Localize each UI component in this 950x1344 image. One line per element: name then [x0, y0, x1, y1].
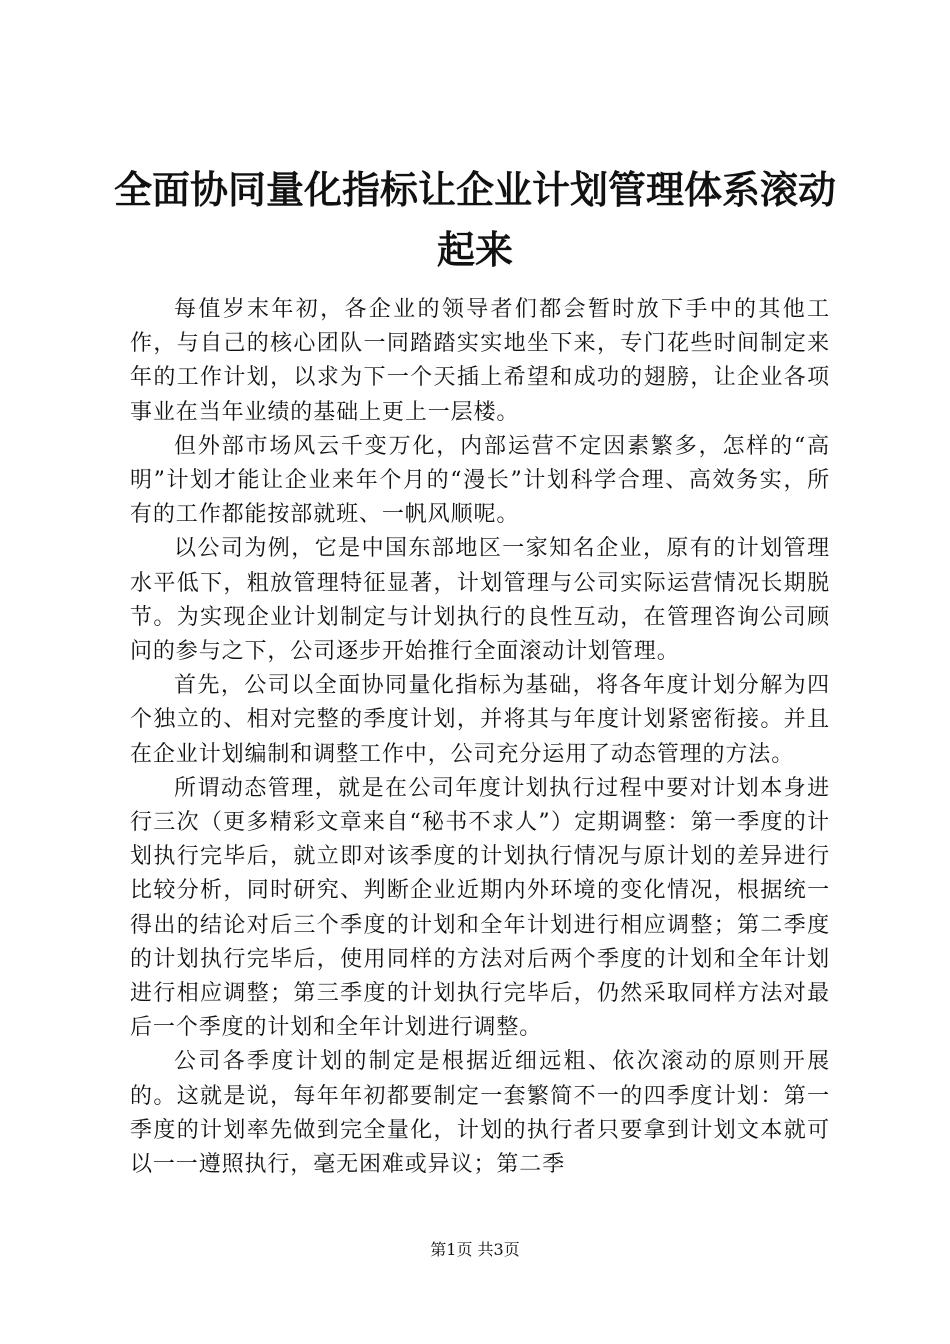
document-body	[130, 293, 830, 1182]
paragraph-3: 以公司为例，它是中国东部地区一家知名企业，原有的计划管理水平低下，粗放管理特征显著，计划管理与公司实际运营情况长期脱节。为实现企业计划制定与计划执行的良性互动，在管理咨询公司顾问的参与之下，公司逐步开始推行全面滚动计划管理。	[130, 536, 830, 665]
paragraph-1: 每值岁末年初，各企业的领导者们都会暂时放下手中的其他工作，与自己的核心团队一同踏踏实实地坐下来，专门花些时间制定来年的工作计划，以求为下一个天插上希望和成功的翅膀，让企业各项事业在当年业绩的基础上更上一层楼。	[130, 297, 830, 425]
paragraph-2: 但外部市场风云千变万化，内部运营不定因素繁多，怎样的“高明”计划才能让企业来年个月的“漫长”计划科学合理、高效务实，所有的工作都能按部就班、一帆风顺呢。	[130, 433, 830, 528]
page-number-label: 第1页 共3页	[430, 1240, 520, 1259]
paragraph-6: 公司各季度计划的制定是根据近细远粗、依次滚动的原则开展的。这就是说，每年年初都要制定一套繁简不一的四季度计划：第一季度的计划率先做到完全量化，计划的执行者只要拿到计划文本就可以一一遵照执行，毫无困难或异议；第二季	[130, 1049, 830, 1178]
paragraph-5: 所谓动态管理，就是在公司年度计划执行过程中要对计划本身进行三次（更多精彩文章来自“秘书不求人”）定期调整：第一季度的计划执行完毕后，就立即对该季度的计划执行情况与原计划的差异进行比较分析，同时研究、判断企业近期内外环境的变化情况，根据统一得出的结论对后三个季度的计划和全年计划进行相应调整；第二季度的计划执行完毕后，使用同样的方法对后两个季度的计划和全年计划进行相应调整；第三季度的计划执行完毕后，仍然采取同样方法对最后一个季度的计划和全年计划进行调整。	[130, 775, 830, 1041]
document-title: 全面协同量化指标让企业计划管理体系滚动起来	[113, 168, 836, 272]
page-footer	[0, 1240, 950, 1260]
paragraph-4: 首先，公司以全面协同量化指标为基础，将各年度计划分解为四个独立的、相对完整的季度计划，并将其与年度计划紧密衔接。并且在企业计划编制和调整工作中，公司充分运用了动态管理的方法。	[130, 673, 830, 767]
